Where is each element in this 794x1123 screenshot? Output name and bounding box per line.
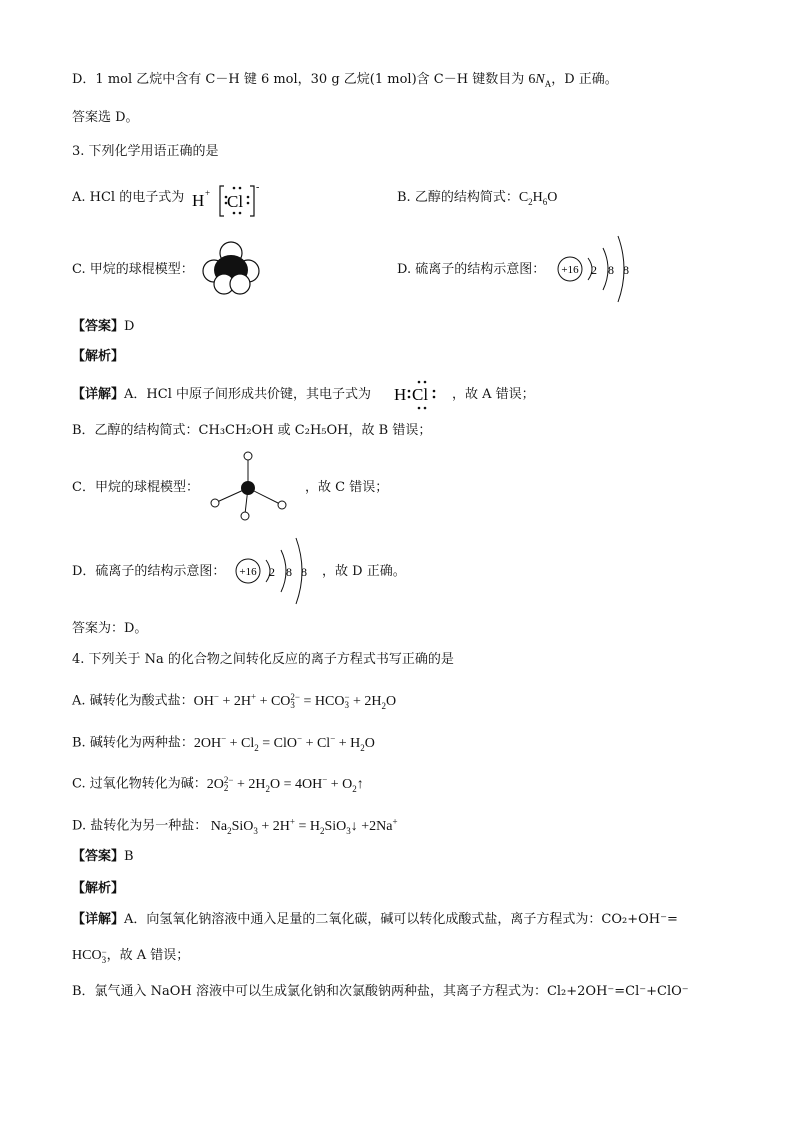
- q4-answer-tag: 【答案】: [72, 849, 125, 864]
- q4-option-c-label: C. 过氧化物转化为碱：: [72, 776, 207, 792]
- q4-equation-b: $2OH^- + Cl_2 = ClO^- + Cl^- + H_2O$: [193, 733, 375, 753]
- q3-option-a: [72, 188, 184, 208]
- q4-analysis-tag: 【解析】: [72, 881, 125, 896]
- q4-option-b: [72, 728, 375, 757]
- detail-shell-1: 2: [269, 565, 275, 579]
- hcl-ionic-formula: [190, 182, 270, 222]
- q3-option-b-label: B. 乙醇的结构简式：: [397, 190, 519, 205]
- q4-option-b-label: B. 碱转化为两种盐：: [72, 735, 194, 751]
- detail-shell-2: 8: [286, 565, 292, 579]
- answer-choice-line: 答案选 D。: [72, 110, 139, 125]
- hcl-minus: -: [256, 182, 260, 193]
- answer-value: D: [124, 319, 135, 334]
- q3-option-a-label: A. HCl 的电子式为: [72, 190, 185, 205]
- detail-tag: 【详解】: [72, 387, 125, 402]
- hcl-covalent-h: H: [394, 385, 407, 404]
- hcl-covalent-cl: Cl: [412, 385, 429, 404]
- avogadro-formula: [528, 72, 551, 87]
- hcl-h-plus: +: [205, 188, 211, 198]
- q3-option-d-label: D. 硫离子的结构示意图：: [397, 262, 546, 277]
- hcl-h-text: H: [192, 191, 205, 210]
- formula-symbol: N: [535, 72, 545, 87]
- q4-answer-value: B: [124, 849, 134, 864]
- option-d-suffix: ，D 正确。: [551, 72, 618, 87]
- detail-shell-3: 8: [301, 565, 307, 579]
- q4-equation-c: 2O 2− 2 + $2H_2O = 4OH^-$ + $O_2↑$: [206, 774, 364, 794]
- q4-answer: [72, 847, 134, 867]
- formula-sub: A: [544, 78, 552, 89]
- q3-detail-c-post: ，故 C 错误；: [305, 480, 389, 495]
- nucleus-charge: +16: [561, 264, 579, 276]
- q4-detail-a-text: A．向氢氧化钠溶液中通入足量的二氧化碳，碱可以转化成酸式盐，离子方程式为：CO₂+OH⁻=: [124, 912, 678, 927]
- q4-detail-a-cont: [72, 946, 189, 966]
- q3-stem: 3. 下列化学用语正确的是: [72, 144, 219, 159]
- q3-answer: [72, 317, 134, 337]
- q3-detail-d-post: ，故 D 正确。: [322, 564, 406, 579]
- hco3-formula: HCO − 3: [72, 946, 107, 965]
- q4-option-d: [72, 811, 398, 840]
- q4-equation-d: $Na_2SiO_3 + 2H^+$ = $H_2SiO_3↓ +2Na^+$: [207, 816, 398, 836]
- q4-stem: 4. 下列关于 Na 的化合物之间转化反应的离子方程式书写正确的是: [72, 652, 454, 667]
- q3-option-c-label: C. 甲烷的球棍模型：: [72, 262, 194, 277]
- shell-2: 8: [608, 263, 614, 277]
- q4-option-c: [72, 769, 364, 798]
- q4-detail-tag: 【详解】: [72, 912, 125, 927]
- detail-nucleus-charge: +16: [239, 566, 257, 578]
- q3-option-c: [72, 260, 194, 280]
- q4-option-d-label: D. 盐转化为另一种盐：: [72, 818, 208, 834]
- q3-detail-b: B．乙醇的结构简式：CH₃CH₂OH 或 C₂H₅OH，故 B 错误；: [72, 423, 432, 438]
- methane-ball-stick-model: [205, 450, 297, 522]
- q4-detail-a: [72, 910, 678, 930]
- q4-option-a-label: A. 碱转化为酸式盐：: [72, 693, 194, 709]
- shell-1: 2: [591, 263, 597, 277]
- formula-coef: 6: [528, 72, 536, 87]
- shell-3: 8: [623, 263, 629, 277]
- methane-space-model: [200, 240, 262, 298]
- q3-detail-d: D．硫离子的结构示意图：: [72, 564, 226, 579]
- q4-equation-a: OH− + 2H+ + CO 2− 3 = HCO − 3 + $2H_2O$: [193, 691, 397, 711]
- q3-detail-a: [72, 385, 371, 405]
- q4-option-a: [72, 686, 396, 715]
- sulfide-diagram-detail: [234, 534, 314, 608]
- detail-a-text: A．HCl 中原子间形成共价键，其电子式为: [124, 387, 371, 402]
- q3-detail-a-post: ，故 A 错误；: [452, 387, 535, 402]
- ethanol-formula: $C_2H_6O$: [518, 190, 558, 207]
- answer-tag: 【答案】: [72, 319, 125, 334]
- q4-detail-a-post: ，故 A 错误；: [106, 948, 190, 963]
- q3-analysis-tag: 【解析】: [72, 349, 125, 364]
- q3-detail-c: C．甲烷的球棍模型：: [72, 480, 199, 495]
- hcl-covalent-formula: [392, 378, 444, 412]
- q3-final: 答案为：D。: [72, 621, 148, 636]
- q3-option-b: [397, 188, 557, 212]
- option-d-line: [72, 70, 618, 94]
- hcl-cl-text: Cl: [227, 192, 244, 211]
- q3-option-d: [397, 260, 545, 280]
- sulfide-diagram-option: [556, 232, 636, 306]
- q4-detail-b: B．氯气通入 NaOH 溶液中可以生成氯化钠和次氯酸钠两种盐，其离子方程式为：Cl₂+2OH⁻=Cl⁻+ClO⁻: [72, 984, 689, 999]
- option-d-text: D．1 mol 乙烷中含有 C－H 键 6 mol，30 g 乙烷(1 mol)含 C－H 键数目为: [72, 72, 529, 87]
